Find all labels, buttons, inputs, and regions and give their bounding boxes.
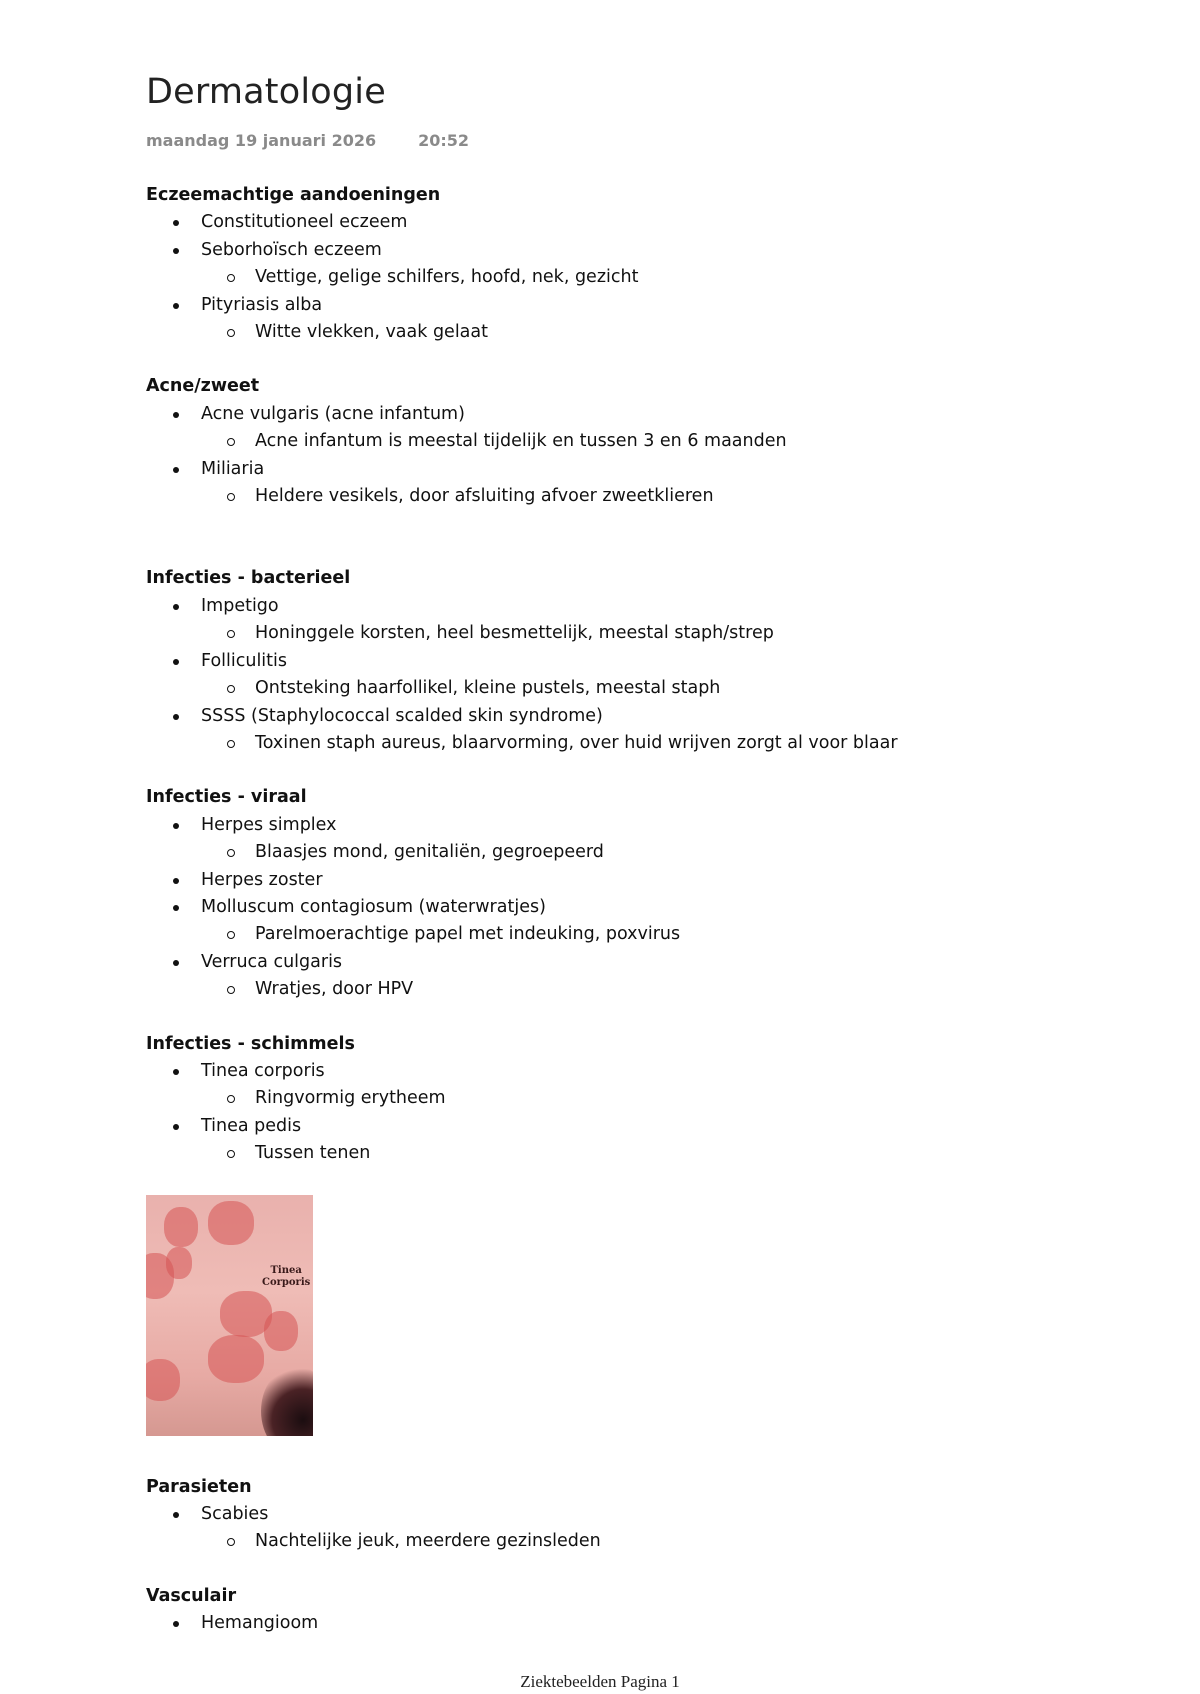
sub-list-item: Ontsteking haarfollikel, kleine pustels, meestal staph [146,675,1146,702]
list-item: Folliculitis [146,648,1146,675]
section-infecties-viraal [146,784,1146,1003]
sub-list-item: Acne infantum is meestal tijdelijk en tussen 3 en 6 maanden [146,428,1146,455]
sub-list-item: Heldere vesikels, door afsluiting afvoer zweetklieren [146,483,1146,510]
sub-list-item: Witte vlekken, vaak gelaat [146,319,1146,346]
sub-list-item: Vettige, gelige schilfers, hoofd, nek, gezicht [146,264,1146,291]
list-item: SSSS (Staphylococcal scalded skin syndrome) [146,703,1146,730]
list-item: Acne vulgaris (acne infantum) [146,401,1146,428]
sub-list-item: Honinggele korsten, heel besmettelijk, meestal staph/strep [146,620,1146,647]
page-title: Dermatologie [146,72,386,112]
section-heading: Infecties - schimmels [146,1033,355,1054]
list-item: Seborhoïsch eczeem [146,237,1146,264]
section-parasieten [146,1474,1146,1556]
sub-list-item: Parelmoerachtige papel met indeuking, poxvirus [146,921,1146,948]
list-item: Tinea pedis [146,1113,1146,1140]
list-item: Verruca culgaris [146,949,1146,976]
section-heading: Infecties - viraal [146,787,307,808]
section-infecties-schimmels [146,1031,1146,1168]
bullet-list [146,812,1146,1004]
sub-list-item: Toxinen staph aureus, blaarvorming, over huid wrijven zorgt al voor blaar [146,730,1146,757]
section-heading: Acne/zweet [146,376,260,397]
bullet-list [146,593,1146,757]
list-item: Molluscum contagiosum (waterwratjes) [146,894,1146,921]
list-item: Tinea corporis [146,1058,1146,1085]
sub-list-item: Nachtelijke jeuk, meerdere gezinsleden [146,1528,1146,1555]
list-item: Constitutioneel eczeem [146,209,1146,236]
list-item: Hemangioom [146,1610,1146,1637]
sub-list-item: Blaasjes mond, genitaliën, gegroepeerd [146,839,1146,866]
bullet-list [146,1501,1146,1556]
bullet-list [146,209,1146,346]
section-heading: Parasieten [146,1476,252,1497]
section-heading: Infecties - bacterieel [146,568,351,589]
list-item: Miliaria [146,456,1146,483]
sub-list-item: Wratjes, door HPV [146,976,1146,1003]
section-eczeem [146,182,1146,346]
list-item: Herpes zoster [146,867,1146,894]
section-acne [146,373,1146,510]
section-heading: Vasculair [146,1585,237,1606]
bullet-list [146,1058,1146,1168]
bullet-list [146,1610,1146,1637]
note-date: maandag 19 januari 2026 [146,131,377,150]
section-infecties-bacterieel [146,565,1146,757]
tinea-corporis-photo [146,1195,313,1436]
note-content [146,182,1146,1665]
list-item: Impetigo [146,593,1146,620]
list-item: Pityriasis alba [146,292,1146,319]
sub-list-item: Tussen tenen [146,1140,1146,1167]
note-time: 20:52 [418,131,470,150]
section-vasculair [146,1583,1146,1638]
sub-list-item: Ringvormig erytheem [146,1085,1146,1112]
list-item: Herpes simplex [146,812,1146,839]
note-timestamp [146,131,469,150]
list-item: Scabies [146,1501,1146,1528]
bullet-list [146,401,1146,511]
figure-caption: Tinea Corporis [262,1264,311,1288]
page-footer: Ziektebeelden Pagina 1 [520,1672,680,1691]
section-heading: Eczeemachtige aandoeningen [146,185,441,205]
